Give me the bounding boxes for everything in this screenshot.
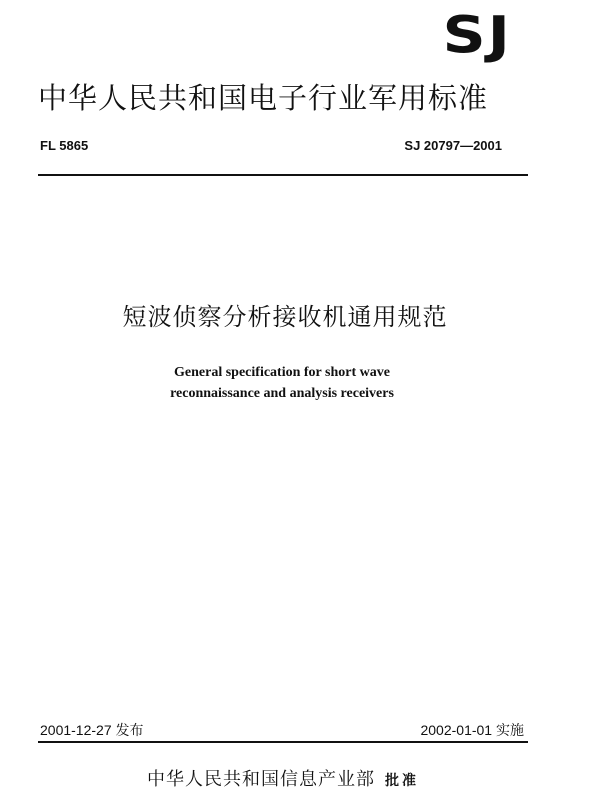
document-title-english-line1: General specification for short wave — [174, 365, 390, 380]
standard-series-title: 中华人民共和国电子行业军用标准 — [38, 81, 489, 115]
top-divider — [38, 174, 528, 176]
sj-logo: SJ — [442, 5, 512, 66]
issue-date: 2001-12-27 发布 — [40, 722, 144, 738]
bottom-divider — [38, 741, 528, 743]
standard-number: SJ 20797—2001 — [404, 138, 502, 153]
classification-code: FL 5865 — [40, 138, 89, 153]
document-title-english-line2: reconnaissance and analysis receivers — [170, 386, 394, 401]
document-title-chinese: 短波侦察分析接收机通用规范 — [122, 303, 448, 331]
ministry-name: 中华人民共和国信息产业部 — [147, 769, 375, 790]
document-title-english — [0, 362, 600, 404]
approval-label: 批准 — [385, 773, 419, 789]
issuing-authority — [0, 768, 600, 793]
implementation-date: 2002-01-01 实施 — [420, 722, 524, 738]
